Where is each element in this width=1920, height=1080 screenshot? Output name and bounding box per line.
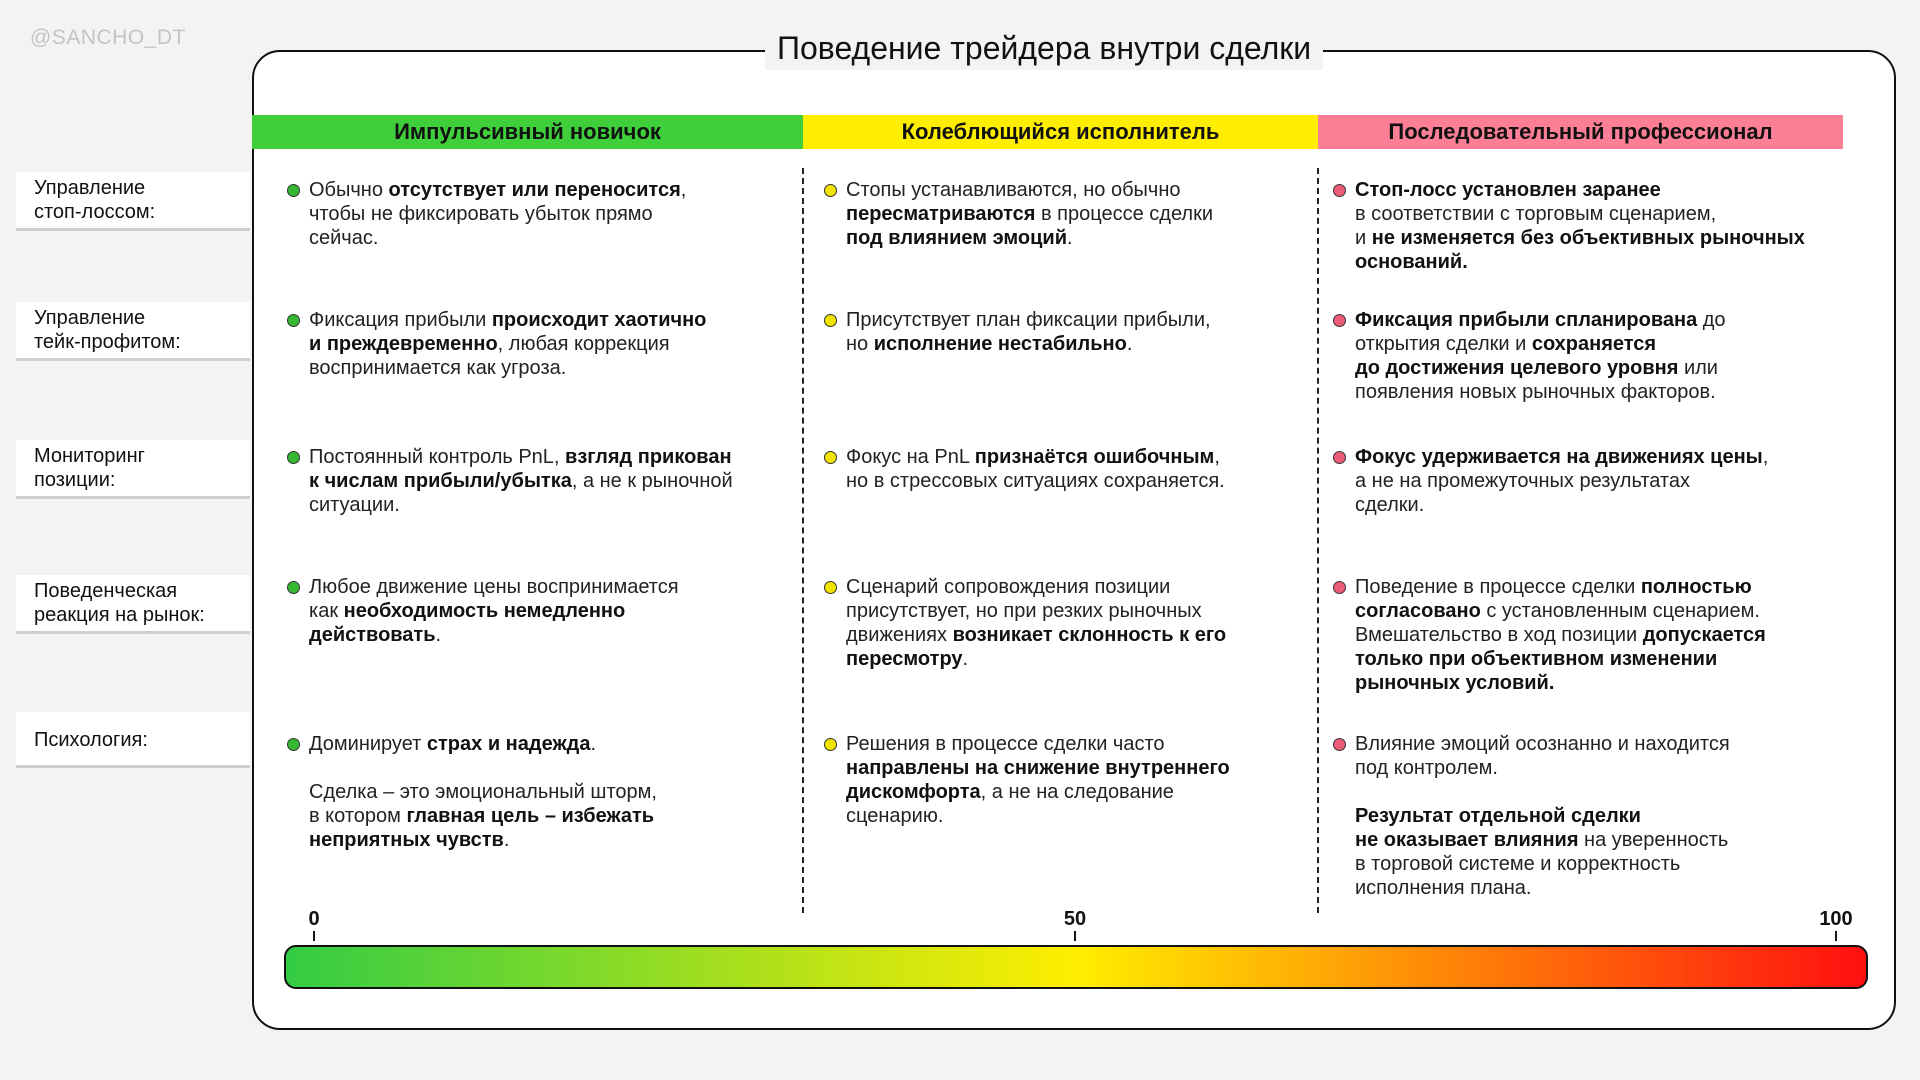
text: на уверенность <box>1578 829 1729 851</box>
row-label-market-reaction <box>16 575 250 634</box>
row-label-line: стоп-лоссом: <box>34 201 156 223</box>
bullet-dot-icon <box>824 184 837 197</box>
bold-text: рыночных условий. <box>1355 672 1555 694</box>
watermark: @SANCHO_DT <box>30 26 186 49</box>
text: присутствует, но при резких рыночных <box>846 600 1202 622</box>
bold-text: направлены на снижение внутреннего <box>846 757 1230 779</box>
cell-position-monitoring-executor <box>846 445 1306 493</box>
text: как <box>309 600 344 622</box>
text: , <box>680 179 687 201</box>
bold-text: до достижения целевого уровня <box>1355 357 1679 379</box>
scale-tick-label-100: 100 <box>1819 908 1853 930</box>
cell-paragraph <box>1355 178 1855 274</box>
text: . <box>1067 227 1073 249</box>
cell-take-profit-executor <box>846 308 1306 356</box>
column-header-consistent-professional: Последовательный профессионал <box>1318 115 1843 149</box>
row-label-line: Управление <box>34 307 146 329</box>
cell-paragraph <box>846 732 1306 828</box>
text: но в стрессовых ситуациях сохраняется. <box>846 470 1225 492</box>
text: воспринимается как угроза. <box>309 357 567 379</box>
bold-text: пересматриваются <box>846 203 1036 225</box>
cell-paragraph <box>1355 308 1855 404</box>
cell-take-profit-professional <box>1355 308 1855 404</box>
row-label-line: позиции: <box>34 469 116 491</box>
bold-text: признаётся ошибочным <box>974 446 1215 468</box>
bullet-dot-icon <box>824 314 837 327</box>
text: с установленным сценарием. <box>1480 600 1760 622</box>
row-label-line: Психология: <box>34 729 148 751</box>
text: , <box>1762 446 1769 468</box>
cell-paragraph <box>1355 575 1855 695</box>
text: Сделка – это эмоциональный шторм, <box>309 781 657 803</box>
scale-tick-100 <box>1835 931 1837 941</box>
text: движениях <box>846 624 953 646</box>
cell-paragraph <box>309 308 789 380</box>
text: Стопы устанавливаются, но обычно <box>846 179 1181 201</box>
text: Присутствует план фиксации прибыли, <box>846 309 1211 331</box>
cell-stop-loss-professional <box>1355 178 1855 274</box>
text: ситуации. <box>309 494 400 516</box>
bold-text: к числам прибыли/убытка <box>309 470 572 492</box>
bold-text: исполнение нестабильно <box>873 333 1127 355</box>
bold-text: необходимость немедленно <box>343 600 626 622</box>
cell-paragraph <box>309 178 789 250</box>
text: . <box>435 624 442 646</box>
text: но <box>846 333 874 355</box>
scale-tick-label-0: 0 <box>308 908 320 930</box>
gradient-scale-bar <box>284 945 1868 989</box>
cell-paragraph <box>309 575 789 647</box>
cell-market-reaction-executor <box>846 575 1306 671</box>
text: и <box>1355 227 1372 249</box>
bold-text: и преждевременно <box>309 333 498 355</box>
bold-text: согласовано <box>1355 600 1481 622</box>
text: Фиксация прибыли <box>309 309 492 331</box>
row-label-stop-loss <box>16 172 250 231</box>
bold-text: полностью <box>1640 576 1752 598</box>
row-label-take-profit <box>16 302 250 361</box>
bullet-dot-icon <box>1333 738 1346 751</box>
bold-text: оснований. <box>1355 251 1468 273</box>
bold-text: главная цель – избежать <box>406 805 655 827</box>
text: в торговой системе и корректность <box>1355 853 1681 875</box>
row-label-line: Управление <box>34 177 146 199</box>
bold-text: не оказывает влияния <box>1355 829 1579 851</box>
text: Постоянный контроль PnL, <box>309 446 566 468</box>
bullet-dot-icon <box>824 738 837 751</box>
cell-psychology-novice <box>309 732 789 852</box>
cell-stop-loss-novice <box>309 178 789 250</box>
bold-text: дискомфорта <box>846 781 981 803</box>
row-label-position-monitoring <box>16 440 250 499</box>
bold-text: неприятных чувств <box>309 829 504 851</box>
bold-text: под влиянием эмоций <box>846 227 1067 249</box>
text: сделки. <box>1355 494 1425 516</box>
text: , а не на следование <box>980 781 1174 803</box>
text: в котором <box>309 805 407 827</box>
scale-tick-label-50: 50 <box>1063 908 1087 930</box>
text: , а не к рыночной <box>571 470 733 492</box>
bold-text: происходит хаотично <box>491 309 707 331</box>
text: а не на промежуточных результатах <box>1355 470 1690 492</box>
bold-text: действовать <box>309 624 436 646</box>
cell-paragraph <box>1355 804 1855 900</box>
bold-text: пересмотру <box>846 648 963 670</box>
text: или <box>1678 357 1718 379</box>
bold-text: отсутствует или переносится <box>388 179 681 201</box>
text: . <box>503 829 510 851</box>
cell-psychology-executor <box>846 732 1306 828</box>
bullet-dot-icon <box>1333 184 1346 197</box>
bold-text: Стоп-лосс установлен заранее <box>1355 179 1661 201</box>
text: открытия сделки и <box>1355 333 1532 355</box>
text: появления новых рыночных факторов. <box>1355 381 1716 403</box>
bold-text: Фиксация прибыли спланирована <box>1355 309 1698 331</box>
page-title: Поведение трейдера внутри сделки <box>765 26 1323 70</box>
text: сценарию. <box>846 805 944 827</box>
text: . <box>1126 333 1133 355</box>
row-label-line: тейк-профитом: <box>34 331 181 353</box>
cell-market-reaction-professional <box>1355 575 1855 695</box>
bullet-dot-icon <box>287 581 300 594</box>
cell-paragraph <box>846 178 1306 250</box>
cell-market-reaction-novice <box>309 575 789 647</box>
scale-tick-0 <box>313 931 315 941</box>
text: в процессе сделки <box>1035 203 1214 225</box>
text: Доминирует <box>309 733 427 755</box>
row-label-line: реакция на рынок: <box>34 604 205 626</box>
column-divider-1 <box>802 168 804 913</box>
cell-position-monitoring-novice <box>309 445 789 517</box>
column-header-impulsive-novice: Импульсивный новичок <box>252 115 803 149</box>
bold-text: сохраняется <box>1531 333 1657 355</box>
bold-text: взгляд прикован <box>565 446 732 468</box>
text: Любое движение цены воспринимается <box>309 576 679 598</box>
cell-paragraph <box>309 732 789 756</box>
bold-text: Фокус удерживается на движениях цены <box>1355 446 1763 468</box>
text: Сценарий сопровождения позиции <box>846 576 1171 598</box>
text: , любая коррекция <box>497 333 670 355</box>
bullet-dot-icon <box>287 738 300 751</box>
cell-paragraph <box>846 308 1306 356</box>
bold-text: возникает склонность к его <box>952 624 1227 646</box>
bullet-dot-icon <box>824 581 837 594</box>
text: Обычно <box>309 179 389 201</box>
text: до <box>1697 309 1726 331</box>
bold-text: только при объективном изменении <box>1355 648 1718 670</box>
bullet-dot-icon <box>1333 451 1346 464</box>
bullet-dot-icon <box>1333 314 1346 327</box>
text: Влияние эмоций осознанно и находится <box>1355 733 1730 755</box>
text: под контролем. <box>1355 757 1498 779</box>
cell-paragraph <box>846 445 1306 493</box>
cell-paragraph <box>1355 732 1855 780</box>
row-label-psychology <box>16 712 250 768</box>
text: чтобы не фиксировать убыток прямо <box>309 203 653 225</box>
text: . <box>962 648 969 670</box>
text: Фокус на PnL <box>846 446 975 468</box>
text: Решения в процессе сделки часто <box>846 733 1165 755</box>
cell-psychology-professional <box>1355 732 1855 900</box>
column-divider-2 <box>1317 168 1319 913</box>
bold-text: не изменяется без объективных рыночных <box>1371 227 1805 249</box>
text: сейчас. <box>309 227 379 249</box>
scale-tick-50 <box>1074 931 1076 941</box>
cell-stop-loss-executor <box>846 178 1306 250</box>
cell-position-monitoring-professional <box>1355 445 1855 517</box>
text: Поведение в процессе сделки <box>1355 576 1641 598</box>
bullet-dot-icon <box>824 451 837 464</box>
text: Вмешательство в ход позиции <box>1355 624 1643 646</box>
bullet-dot-icon <box>287 184 300 197</box>
text: , <box>1214 446 1220 468</box>
cell-paragraph <box>846 575 1306 671</box>
bullet-dot-icon <box>1333 581 1346 594</box>
row-label-line: Поведенческая <box>34 580 178 602</box>
bold-text: допускается <box>1642 624 1766 646</box>
text: . <box>590 733 596 755</box>
column-header-hesitant-executor: Колеблющийся исполнитель <box>803 115 1318 149</box>
cell-paragraph <box>1355 445 1855 517</box>
cell-paragraph <box>309 780 789 852</box>
text: исполнения плана. <box>1355 877 1532 899</box>
bold-text: страх и надежда <box>426 733 591 755</box>
bullet-dot-icon <box>287 314 300 327</box>
cell-take-profit-novice <box>309 308 789 380</box>
bold-text: Результат отдельной сделки <box>1355 805 1641 827</box>
bullet-dot-icon <box>287 451 300 464</box>
row-label-line: Мониторинг <box>34 445 145 467</box>
text: в соответствии с торговым сценарием, <box>1355 203 1717 225</box>
cell-paragraph <box>309 445 789 517</box>
